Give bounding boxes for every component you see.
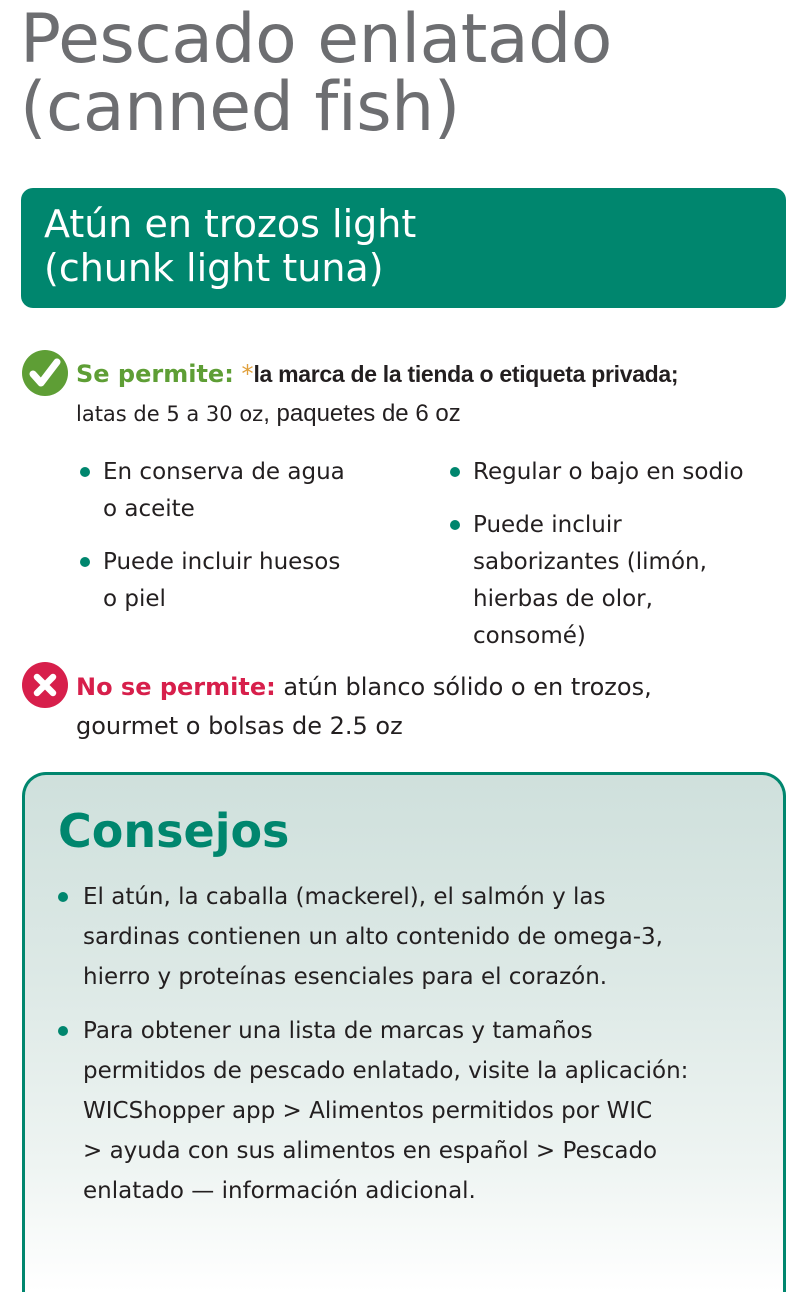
allowed-label: Se permite: — [76, 360, 234, 388]
x-circle-icon — [22, 662, 68, 708]
tips-box — [22, 772, 786, 1292]
not-allowed-text — [76, 668, 776, 746]
list-item-line: > ayuda con sus alimentos en español > Pescado — [83, 1138, 658, 1164]
list-item-line: hierbas de olor, — [473, 586, 653, 612]
list-item-line: Puede incluir — [473, 512, 622, 538]
allowed-heading — [76, 356, 678, 392]
list-item-line: Regular o bajo en sodio — [473, 459, 744, 485]
allowed-bullets-left — [80, 454, 410, 618]
list-item — [58, 1011, 768, 1211]
list-item-line: Para obtener una lista de marcas y tamaños — [83, 1018, 593, 1044]
list-item — [80, 454, 410, 528]
product-title — [44, 202, 786, 290]
allowed-sizes-packs: , paquetes de 6 oz — [263, 400, 461, 427]
list-item — [450, 507, 780, 655]
list-item-line: sardinas contienen un alto contenido de omega-3, — [83, 924, 663, 950]
page-title — [20, 0, 790, 147]
check-circle-icon — [22, 350, 68, 396]
product-title-line: (chunk light tuna) — [44, 246, 384, 290]
tips-title: Consejos — [58, 804, 290, 858]
list-item-line: enlatado — información adicional. — [83, 1178, 476, 1204]
list-item — [58, 877, 768, 997]
page-title-line: Pescado enlatado — [20, 0, 612, 79]
list-item — [450, 454, 780, 491]
list-item-line: El atún, la caballa (mackerel), el salmón y las — [83, 884, 606, 910]
list-item-line: o piel — [103, 586, 166, 612]
allowed-bullets-right — [450, 454, 780, 655]
list-item — [80, 544, 410, 618]
list-item-line: saborizantes (limón, — [473, 549, 707, 575]
allowed-main-text: la marca de la tienda o etiqueta privada; — [253, 361, 679, 387]
list-item-line: permitidos de pescado enlatado, visite la aplicación: — [83, 1058, 689, 1084]
allowed-sizes-cans: latas de 5 a 30 oz — [76, 402, 264, 426]
list-item-line: En conserva de agua — [103, 459, 345, 485]
product-title-line: Atún en trozos light — [44, 202, 417, 246]
list-item-line: Puede incluir huesos — [103, 549, 341, 575]
not-allowed-label: No se permite: — [76, 673, 276, 701]
list-item-line: WICShopper app > Alimentos permitidos por WIC — [83, 1098, 653, 1124]
allowed-sizes — [76, 396, 461, 432]
not-allowed-line: gourmet o bolsas de 2.5 oz — [76, 712, 403, 740]
list-item-line: o aceite — [103, 496, 195, 522]
product-banner — [21, 188, 786, 308]
page-title-line: (canned fish) — [20, 68, 460, 147]
not-allowed-line: atún blanco sólido o en trozos, — [275, 673, 652, 701]
asterisk: * — [241, 360, 254, 388]
list-item-line: hierro y proteínas esenciales para el corazón. — [83, 964, 608, 990]
tips-list — [58, 877, 768, 1211]
list-item-line: consomé) — [473, 623, 586, 649]
